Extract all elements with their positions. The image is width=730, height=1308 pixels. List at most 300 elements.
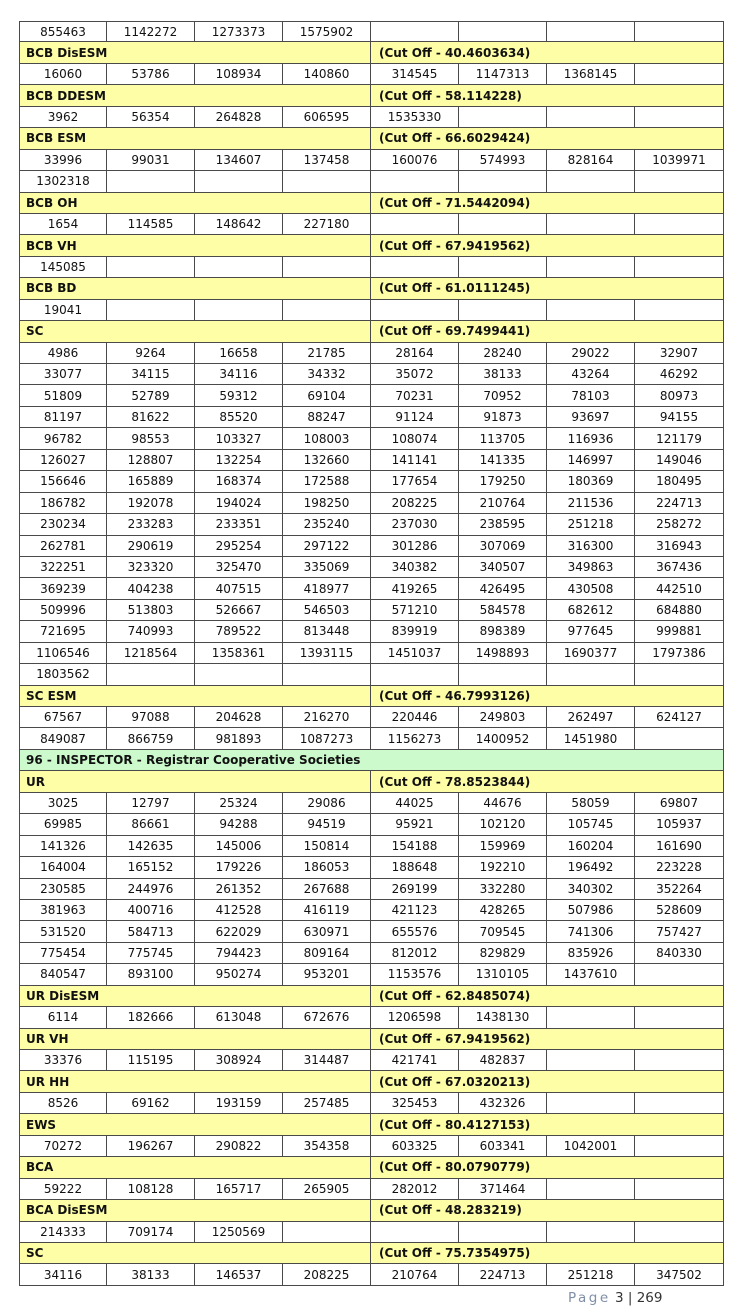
table-cell: 314545 bbox=[371, 64, 459, 85]
cutoff-value: (Cut Off - 67.0320213) bbox=[371, 1071, 724, 1092]
table-cell: 546503 bbox=[283, 600, 371, 621]
table-cell: 369239 bbox=[19, 578, 107, 599]
table-cell: 113705 bbox=[459, 428, 547, 449]
table-row bbox=[19, 943, 724, 964]
table-cell: 262497 bbox=[547, 707, 635, 728]
page-footer bbox=[568, 1290, 663, 1306]
table-cell: 419265 bbox=[371, 578, 459, 599]
table-cell: 261352 bbox=[195, 879, 283, 900]
table-row bbox=[19, 257, 724, 278]
table-cell: 828164 bbox=[547, 150, 635, 171]
table-cell bbox=[635, 728, 724, 749]
table-cell: 126027 bbox=[19, 450, 107, 471]
table-cell bbox=[283, 664, 371, 685]
category-name: BCB VH bbox=[19, 235, 371, 256]
table-cell: 238595 bbox=[459, 514, 547, 535]
table-row bbox=[19, 1136, 724, 1157]
category-header-row bbox=[19, 1114, 724, 1135]
table-cell: 94519 bbox=[283, 814, 371, 835]
table-cell: 251218 bbox=[547, 1264, 635, 1285]
table-cell: 1142272 bbox=[107, 21, 195, 42]
cutoff-value: (Cut Off - 66.6029424) bbox=[371, 128, 724, 149]
table-cell: 249803 bbox=[459, 707, 547, 728]
table-cell bbox=[547, 1222, 635, 1243]
table-cell bbox=[635, 257, 724, 278]
table-cell bbox=[371, 664, 459, 685]
table-cell: 78103 bbox=[547, 385, 635, 406]
table-cell bbox=[635, 64, 724, 85]
table-cell: 840330 bbox=[635, 943, 724, 964]
table-cell: 757427 bbox=[635, 921, 724, 942]
table-cell: 1451980 bbox=[547, 728, 635, 749]
table-row bbox=[19, 964, 724, 985]
table-cell: 115195 bbox=[107, 1050, 195, 1071]
table-cell: 28240 bbox=[459, 343, 547, 364]
table-cell: 121179 bbox=[635, 428, 724, 449]
table-cell: 314487 bbox=[283, 1050, 371, 1071]
table-cell: 672676 bbox=[283, 1007, 371, 1028]
table-cell: 132660 bbox=[283, 450, 371, 471]
table-cell: 33376 bbox=[19, 1050, 107, 1071]
table-cell: 349863 bbox=[547, 557, 635, 578]
table-cell: 507986 bbox=[547, 900, 635, 921]
table-cell: 86661 bbox=[107, 814, 195, 835]
table-cell: 1358361 bbox=[195, 643, 283, 664]
table-cell bbox=[459, 171, 547, 192]
table-cell: 1797386 bbox=[635, 643, 724, 664]
table-cell: 70952 bbox=[459, 385, 547, 406]
table-cell bbox=[195, 664, 283, 685]
table-cell: 216270 bbox=[283, 707, 371, 728]
table-row bbox=[19, 921, 724, 942]
category-header-row bbox=[19, 686, 724, 707]
table-cell: 38133 bbox=[459, 364, 547, 385]
category-name: BCA DisESM bbox=[19, 1200, 371, 1221]
table-cell bbox=[547, 257, 635, 278]
table-cell: 108074 bbox=[371, 428, 459, 449]
table-cell: 81622 bbox=[107, 407, 195, 428]
category-name: BCB BD bbox=[19, 278, 371, 299]
table-cell bbox=[635, 1179, 724, 1200]
table-cell: 69104 bbox=[283, 385, 371, 406]
table-cell: 1250569 bbox=[195, 1222, 283, 1243]
table-cell: 93697 bbox=[547, 407, 635, 428]
table-cell bbox=[635, 107, 724, 128]
table-row bbox=[19, 343, 724, 364]
category-name: BCB DisESM bbox=[19, 42, 371, 63]
table-cell: 835926 bbox=[547, 943, 635, 964]
table-cell: 141141 bbox=[371, 450, 459, 471]
table-cell: 307069 bbox=[459, 536, 547, 557]
table-cell: 94155 bbox=[635, 407, 724, 428]
cutoff-table bbox=[19, 21, 724, 1286]
table-cell: 9264 bbox=[107, 343, 195, 364]
table-cell bbox=[459, 257, 547, 278]
table-cell: 116936 bbox=[547, 428, 635, 449]
table-cell: 211536 bbox=[547, 493, 635, 514]
table-cell: 269199 bbox=[371, 879, 459, 900]
table-cell: 230234 bbox=[19, 514, 107, 535]
table-cell: 251218 bbox=[547, 514, 635, 535]
table-cell: 813448 bbox=[283, 621, 371, 642]
table-cell: 224713 bbox=[635, 493, 724, 514]
table-cell bbox=[283, 300, 371, 321]
table-cell bbox=[635, 21, 724, 42]
table-cell: 34116 bbox=[195, 364, 283, 385]
table-cell: 220446 bbox=[371, 707, 459, 728]
table-cell: 204628 bbox=[195, 707, 283, 728]
table-cell: 1368145 bbox=[547, 64, 635, 85]
table-cell: 193159 bbox=[195, 1093, 283, 1114]
table-cell: 149046 bbox=[635, 450, 724, 471]
table-cell: 192210 bbox=[459, 857, 547, 878]
table-cell: 34116 bbox=[19, 1264, 107, 1285]
table-cell bbox=[371, 257, 459, 278]
page-number: 3 bbox=[614, 1290, 624, 1306]
table-cell: 223228 bbox=[635, 857, 724, 878]
table-row bbox=[19, 493, 724, 514]
table-cell: 709174 bbox=[107, 1222, 195, 1243]
table-cell: 105937 bbox=[635, 814, 724, 835]
table-cell: 1153576 bbox=[371, 964, 459, 985]
table-cell bbox=[195, 300, 283, 321]
table-cell: 1156273 bbox=[371, 728, 459, 749]
table-cell: 1437610 bbox=[547, 964, 635, 985]
table-cell bbox=[371, 300, 459, 321]
post-section-row bbox=[19, 750, 724, 771]
table-cell: 1039971 bbox=[635, 150, 724, 171]
table-cell: 69162 bbox=[107, 1093, 195, 1114]
table-cell: 32907 bbox=[635, 343, 724, 364]
table-cell: 224713 bbox=[459, 1264, 547, 1285]
table-cell: 323320 bbox=[107, 557, 195, 578]
table-cell: 371464 bbox=[459, 1179, 547, 1200]
table-cell: 85520 bbox=[195, 407, 283, 428]
table-cell bbox=[635, 1136, 724, 1157]
category-header-row bbox=[19, 128, 724, 149]
table-cell: 214333 bbox=[19, 1222, 107, 1243]
post-title: 96 - INSPECTOR - Registrar Cooperative Societies bbox=[19, 750, 724, 771]
table-cell: 531520 bbox=[19, 921, 107, 942]
table-cell: 137458 bbox=[283, 150, 371, 171]
category-header-row bbox=[19, 1029, 724, 1050]
table-cell: 233283 bbox=[107, 514, 195, 535]
table-row bbox=[19, 600, 724, 621]
table-cell bbox=[635, 664, 724, 685]
table-cell: 1206598 bbox=[371, 1007, 459, 1028]
table-cell: 571210 bbox=[371, 600, 459, 621]
table-cell: 1498893 bbox=[459, 643, 547, 664]
cutoff-value: (Cut Off - 80.0790779) bbox=[371, 1157, 724, 1178]
table-cell: 794423 bbox=[195, 943, 283, 964]
table-cell: 69807 bbox=[635, 793, 724, 814]
table-cell bbox=[635, 1093, 724, 1114]
table-cell bbox=[635, 1007, 724, 1028]
table-cell: 160204 bbox=[547, 836, 635, 857]
table-cell: 233351 bbox=[195, 514, 283, 535]
cutoff-value: (Cut Off - 67.9419562) bbox=[371, 235, 724, 256]
table-cell: 1654 bbox=[19, 214, 107, 235]
table-cell: 432326 bbox=[459, 1093, 547, 1114]
category-name: SC bbox=[19, 321, 371, 342]
table-row bbox=[19, 857, 724, 878]
table-cell: 412528 bbox=[195, 900, 283, 921]
table-cell: 128807 bbox=[107, 450, 195, 471]
table-cell: 584578 bbox=[459, 600, 547, 621]
table-cell: 442510 bbox=[635, 578, 724, 599]
table-row bbox=[19, 428, 724, 449]
table-cell bbox=[547, 107, 635, 128]
table-cell: 165152 bbox=[107, 857, 195, 878]
table-cell: 1042001 bbox=[547, 1136, 635, 1157]
table-cell: 145006 bbox=[195, 836, 283, 857]
table-cell: 893100 bbox=[107, 964, 195, 985]
table-cell: 91873 bbox=[459, 407, 547, 428]
table-cell: 165717 bbox=[195, 1179, 283, 1200]
table-row bbox=[19, 578, 724, 599]
table-cell: 140860 bbox=[283, 64, 371, 85]
page-label: Page bbox=[568, 1290, 611, 1306]
cutoff-value: (Cut Off - 62.8485074) bbox=[371, 986, 724, 1007]
table-cell: 340382 bbox=[371, 557, 459, 578]
table-row bbox=[19, 836, 724, 857]
table-cell: 196267 bbox=[107, 1136, 195, 1157]
table-cell: 38133 bbox=[107, 1264, 195, 1285]
table-row bbox=[19, 814, 724, 835]
table-cell: 108934 bbox=[195, 64, 283, 85]
table-cell: 146997 bbox=[547, 450, 635, 471]
category-header-row bbox=[19, 1157, 724, 1178]
table-cell: 1535330 bbox=[371, 107, 459, 128]
table-cell: 322251 bbox=[19, 557, 107, 578]
category-name: BCB OH bbox=[19, 193, 371, 214]
category-name: EWS bbox=[19, 1114, 371, 1135]
table-cell: 981893 bbox=[195, 728, 283, 749]
table-cell: 165889 bbox=[107, 471, 195, 492]
table-cell: 81197 bbox=[19, 407, 107, 428]
table-cell: 428265 bbox=[459, 900, 547, 921]
table-cell: 192078 bbox=[107, 493, 195, 514]
table-cell: 210764 bbox=[371, 1264, 459, 1285]
table-cell: 898389 bbox=[459, 621, 547, 642]
table-cell bbox=[107, 664, 195, 685]
cutoff-value: (Cut Off - 71.5442094) bbox=[371, 193, 724, 214]
table-cell: 421123 bbox=[371, 900, 459, 921]
table-cell: 52789 bbox=[107, 385, 195, 406]
table-cell: 182666 bbox=[107, 1007, 195, 1028]
cutoff-value: (Cut Off - 69.7499441) bbox=[371, 321, 724, 342]
table-cell: 44676 bbox=[459, 793, 547, 814]
table-cell: 161690 bbox=[635, 836, 724, 857]
table-cell: 584713 bbox=[107, 921, 195, 942]
table-cell: 58059 bbox=[547, 793, 635, 814]
table-cell bbox=[283, 1222, 371, 1243]
table-cell: 775745 bbox=[107, 943, 195, 964]
category-name: SC bbox=[19, 1243, 371, 1264]
table-cell: 347502 bbox=[635, 1264, 724, 1285]
table-cell: 325470 bbox=[195, 557, 283, 578]
table-cell: 98553 bbox=[107, 428, 195, 449]
table-cell: 21785 bbox=[283, 343, 371, 364]
cutoff-value: (Cut Off - 67.9419562) bbox=[371, 1029, 724, 1050]
table-cell: 25324 bbox=[195, 793, 283, 814]
table-cell: 154188 bbox=[371, 836, 459, 857]
table-row bbox=[19, 364, 724, 385]
table-cell bbox=[547, 21, 635, 42]
table-row bbox=[19, 150, 724, 171]
table-cell: 603341 bbox=[459, 1136, 547, 1157]
table-cell: 308924 bbox=[195, 1050, 283, 1071]
table-cell: 230585 bbox=[19, 879, 107, 900]
table-row bbox=[19, 107, 724, 128]
table-cell bbox=[195, 257, 283, 278]
table-cell: 28164 bbox=[371, 343, 459, 364]
table-row bbox=[19, 536, 724, 557]
category-header-row bbox=[19, 986, 724, 1007]
table-cell: 146537 bbox=[195, 1264, 283, 1285]
table-cell: 16060 bbox=[19, 64, 107, 85]
category-name: SC ESM bbox=[19, 686, 371, 707]
table-cell: 53786 bbox=[107, 64, 195, 85]
table-cell: 325453 bbox=[371, 1093, 459, 1114]
table-cell: 829829 bbox=[459, 943, 547, 964]
table-cell: 295254 bbox=[195, 536, 283, 557]
table-cell: 264828 bbox=[195, 107, 283, 128]
table-cell: 316943 bbox=[635, 536, 724, 557]
table-cell: 141326 bbox=[19, 836, 107, 857]
table-cell: 1803562 bbox=[19, 664, 107, 685]
category-header-row bbox=[19, 1243, 724, 1264]
cutoff-value: (Cut Off - 58.114228) bbox=[371, 85, 724, 106]
table-row bbox=[19, 793, 724, 814]
table-cell: 177654 bbox=[371, 471, 459, 492]
table-cell: 186053 bbox=[283, 857, 371, 878]
category-name: UR VH bbox=[19, 1029, 371, 1050]
table-cell: 103327 bbox=[195, 428, 283, 449]
table-cell: 34332 bbox=[283, 364, 371, 385]
category-header-row bbox=[19, 278, 724, 299]
cutoff-value: (Cut Off - 40.4603634) bbox=[371, 42, 724, 63]
table-cell: 606595 bbox=[283, 107, 371, 128]
table-row bbox=[19, 21, 724, 42]
table-cell: 1310105 bbox=[459, 964, 547, 985]
table-cell: 282012 bbox=[371, 1179, 459, 1200]
table-cell: 235240 bbox=[283, 514, 371, 535]
table-row bbox=[19, 1050, 724, 1071]
table-cell: 6114 bbox=[19, 1007, 107, 1028]
table-cell: 840547 bbox=[19, 964, 107, 985]
table-cell: 142635 bbox=[107, 836, 195, 857]
category-name: BCB ESM bbox=[19, 128, 371, 149]
table-row bbox=[19, 621, 724, 642]
category-header-row bbox=[19, 193, 724, 214]
table-cell: 367436 bbox=[635, 557, 724, 578]
table-cell: 1087273 bbox=[283, 728, 371, 749]
table-cell bbox=[635, 1222, 724, 1243]
table-cell: 132254 bbox=[195, 450, 283, 471]
table-cell: 354358 bbox=[283, 1136, 371, 1157]
table-cell: 509996 bbox=[19, 600, 107, 621]
table-cell: 134607 bbox=[195, 150, 283, 171]
category-name: UR DisESM bbox=[19, 986, 371, 1007]
table-cell bbox=[635, 214, 724, 235]
table-cell: 208225 bbox=[283, 1264, 371, 1285]
table-cell: 35072 bbox=[371, 364, 459, 385]
table-cell: 208225 bbox=[371, 493, 459, 514]
table-cell bbox=[107, 171, 195, 192]
table-cell: 179250 bbox=[459, 471, 547, 492]
category-name: UR HH bbox=[19, 1071, 371, 1092]
table-cell: 91124 bbox=[371, 407, 459, 428]
table-cell: 102120 bbox=[459, 814, 547, 835]
table-cell: 97088 bbox=[107, 707, 195, 728]
table-cell: 953201 bbox=[283, 964, 371, 985]
cutoff-value: (Cut Off - 80.4127153) bbox=[371, 1114, 724, 1135]
table-cell: 849087 bbox=[19, 728, 107, 749]
table-cell: 418977 bbox=[283, 578, 371, 599]
table-cell bbox=[195, 171, 283, 192]
cutoff-value: (Cut Off - 46.7993126) bbox=[371, 686, 724, 707]
table-cell: 416119 bbox=[283, 900, 371, 921]
table-cell: 56354 bbox=[107, 107, 195, 128]
table-cell: 332280 bbox=[459, 879, 547, 900]
table-cell: 1400952 bbox=[459, 728, 547, 749]
table-cell: 316300 bbox=[547, 536, 635, 557]
table-row bbox=[19, 728, 724, 749]
table-row bbox=[19, 471, 724, 492]
table-cell: 741306 bbox=[547, 921, 635, 942]
table-row bbox=[19, 171, 724, 192]
table-cell: 352264 bbox=[635, 879, 724, 900]
category-header-row bbox=[19, 42, 724, 63]
table-cell bbox=[371, 171, 459, 192]
table-cell: 421741 bbox=[371, 1050, 459, 1071]
table-row bbox=[19, 900, 724, 921]
table-cell: 335069 bbox=[283, 557, 371, 578]
category-name: BCA bbox=[19, 1157, 371, 1178]
table-cell: 172588 bbox=[283, 471, 371, 492]
table-row bbox=[19, 1179, 724, 1200]
table-row bbox=[19, 664, 724, 685]
table-cell: 33077 bbox=[19, 364, 107, 385]
table-row bbox=[19, 514, 724, 535]
table-cell: 108003 bbox=[283, 428, 371, 449]
category-header-row bbox=[19, 1200, 724, 1221]
table-cell: 1302318 bbox=[19, 171, 107, 192]
table-cell: 404238 bbox=[107, 578, 195, 599]
table-cell: 301286 bbox=[371, 536, 459, 557]
table-cell: 108128 bbox=[107, 1179, 195, 1200]
table-cell: 265905 bbox=[283, 1179, 371, 1200]
table-cell: 258272 bbox=[635, 514, 724, 535]
table-cell: 194024 bbox=[195, 493, 283, 514]
table-cell: 210764 bbox=[459, 493, 547, 514]
table-cell bbox=[459, 21, 547, 42]
table-cell: 1273373 bbox=[195, 21, 283, 42]
table-cell: 59222 bbox=[19, 1179, 107, 1200]
table-cell: 99031 bbox=[107, 150, 195, 171]
table-cell: 340302 bbox=[547, 879, 635, 900]
table-cell bbox=[459, 1222, 547, 1243]
table-cell: 59312 bbox=[195, 385, 283, 406]
table-cell: 159969 bbox=[459, 836, 547, 857]
table-cell: 430508 bbox=[547, 578, 635, 599]
table-cell: 267688 bbox=[283, 879, 371, 900]
cutoff-value: (Cut Off - 75.7354975) bbox=[371, 1243, 724, 1264]
table-cell: 866759 bbox=[107, 728, 195, 749]
table-cell: 257485 bbox=[283, 1093, 371, 1114]
table-cell: 613048 bbox=[195, 1007, 283, 1028]
